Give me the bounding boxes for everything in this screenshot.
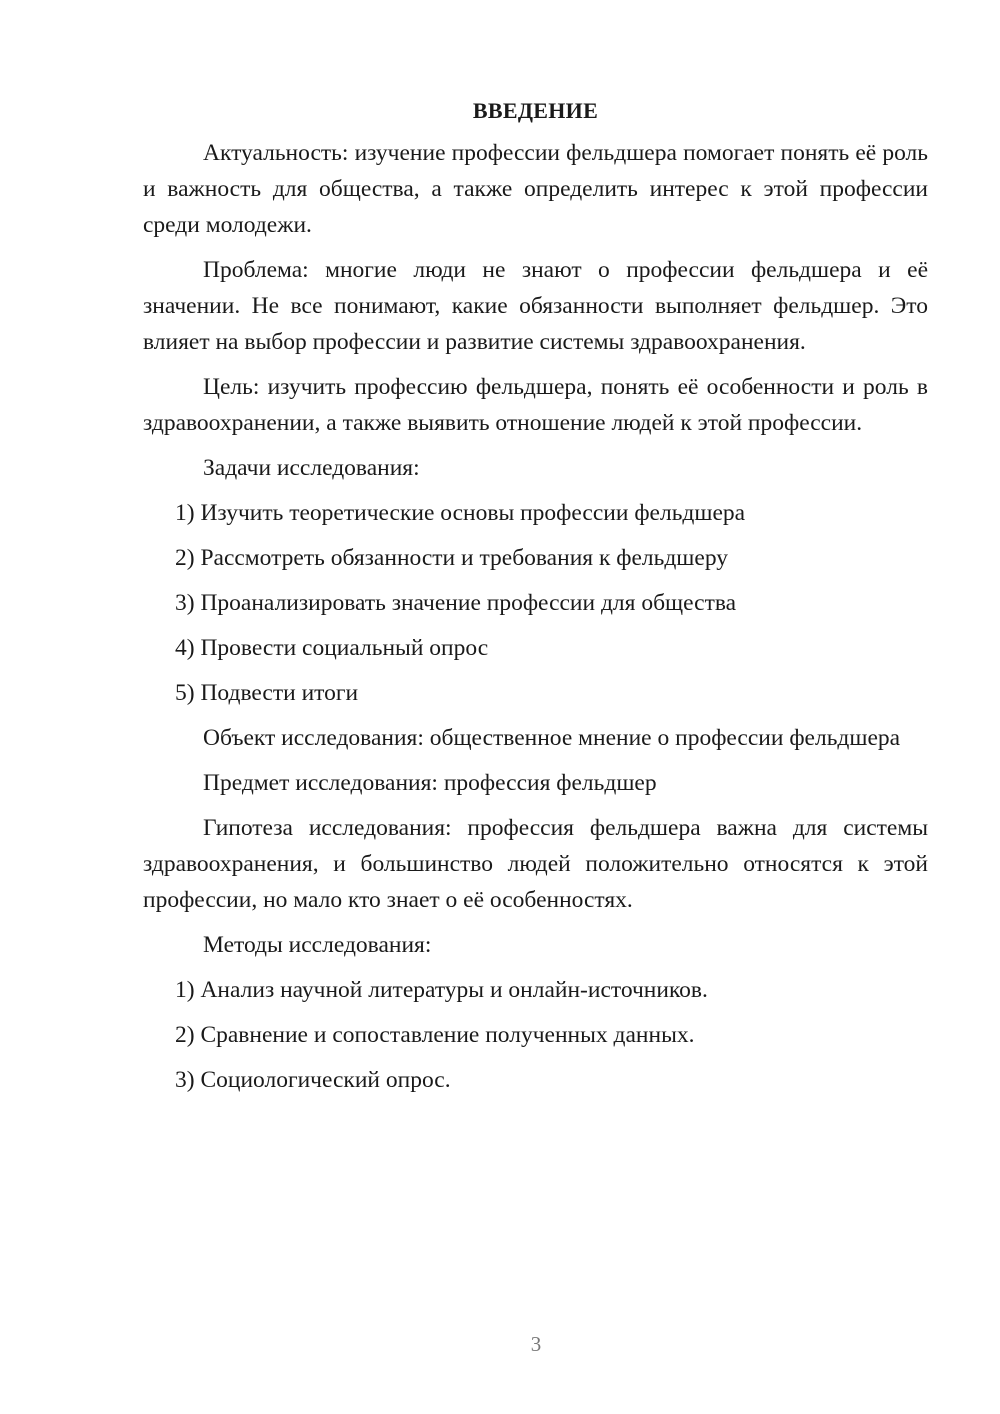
methods-heading: Методы исследования: (203, 932, 432, 958)
methods-list (143, 972, 928, 1098)
list-item: 1) Изучить теоретические основы профессии фельдшера (175, 500, 746, 526)
list-item: 2) Сравнение и сопоставление полученных данных. (175, 1022, 695, 1048)
object-paragraph: Объект исследования: общественное мнение о профессии фельдшера (203, 725, 901, 751)
list-item: 4) Провести социальный опрос (175, 635, 489, 661)
subject-paragraph: Предмет исследования: профессия фельдшер (203, 770, 657, 796)
list-item: 3) Проанализировать значение профессии для общества (175, 590, 737, 616)
relevance-paragraph: Актуальность: изучение профессии фельдшера помогает понять её роль и важность для общества, а также определить интерес к этой профессии среди молодежи. (143, 140, 928, 238)
problem-paragraph: Проблема: многие люди не знают о профессии фельдшера и её значении. Не все понимают, какие обязанности выполняет фельдшер. Это влияет на выбор профессии и развитие системы здравоохранения. (143, 257, 928, 355)
page-number: 3 (530, 1332, 542, 1356)
goal-paragraph: Цель: изучить профессию фельдшера, понять её особенности и роль в здравоохранении, а также выявить отношение людей к этой профессии. (143, 374, 928, 436)
tasks-list (143, 495, 928, 711)
list-item: 1) Анализ научной литературы и онлайн-источников. (175, 977, 708, 1003)
tasks-heading: Задачи исследования: (203, 455, 420, 481)
list-item: 3) Социологический опрос. (175, 1067, 451, 1093)
hypothesis-paragraph: Гипотеза исследования: профессия фельдшера важна для системы здравоохранения, и большинство людей положительно относятся к этой профессии, но мало кто знает о её особенностях. (143, 815, 928, 913)
list-item: 5) Подвести итоги (175, 680, 359, 706)
list-item: 2) Рассмотреть обязанности и требования к фельдшеру (175, 545, 729, 571)
document-page (143, 96, 928, 1107)
section-title: ВВЕДЕНИЕ (472, 98, 599, 123)
